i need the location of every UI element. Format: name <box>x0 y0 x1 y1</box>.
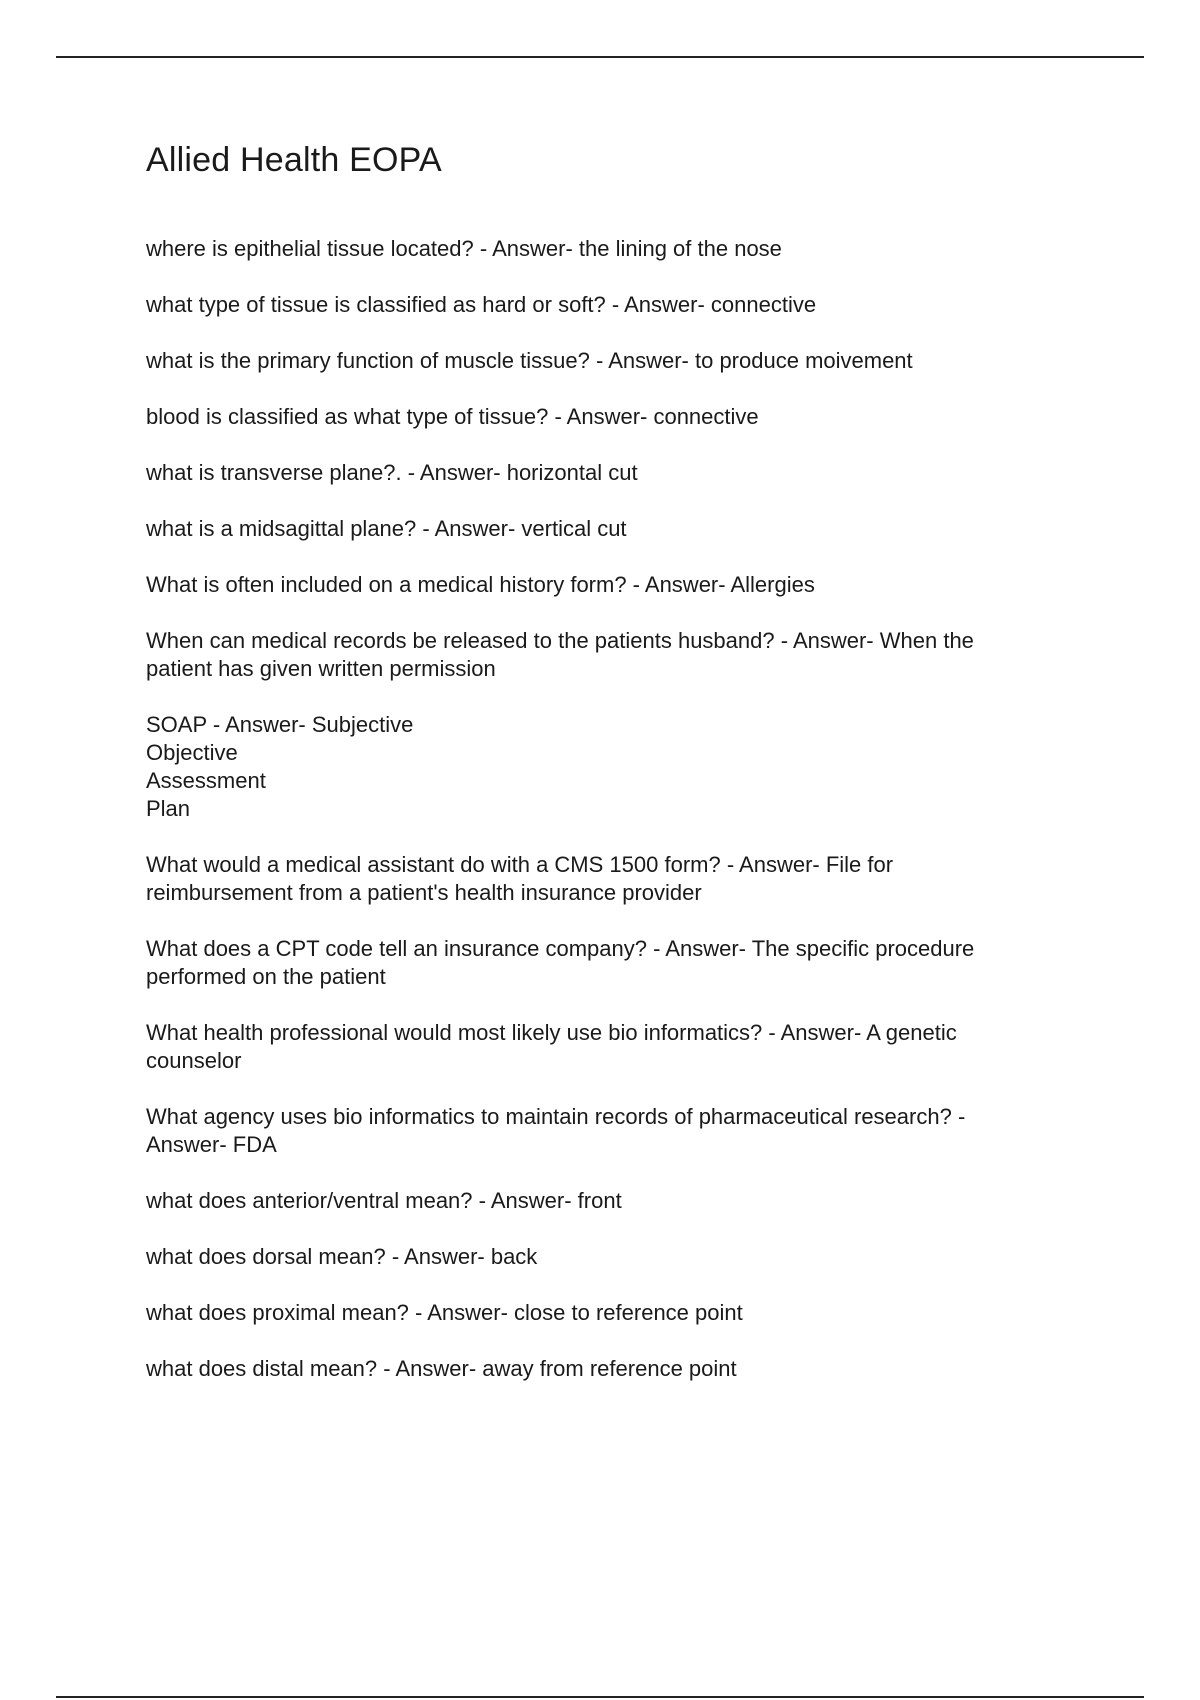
qa-item: what does proximal mean? - Answer- close to reference point <box>146 1300 743 1326</box>
qa-item: what is a midsagittal plane? - Answer- vertical cut <box>146 516 627 542</box>
footer-rule <box>56 1696 1144 1698</box>
qa-item: SOAP - Answer- Subjective Objective Assessment Plan <box>146 712 414 822</box>
qa-item: where is epithelial tissue located? - Answer- the lining of the nose <box>146 236 782 262</box>
qa-item: what type of tissue is classified as hard or soft? - Answer- connective <box>146 292 817 318</box>
qa-item: What health professional would most likely use bio informatics? - Answer- A genetic counselor <box>146 1020 957 1074</box>
qa-item: what is transverse plane?. - Answer- horizontal cut <box>146 460 638 486</box>
qa-item: what does anterior/ventral mean? - Answer- front <box>146 1188 622 1214</box>
qa-item: what does distal mean? - Answer- away from reference point <box>146 1356 737 1382</box>
qa-item: When can medical records be released to the patients husband? - Answer- When the patient has given written permission <box>146 628 974 682</box>
qa-list <box>146 235 1066 1383</box>
document-title: Allied Health EOPA <box>146 141 442 179</box>
qa-item: What does a CPT code tell an insurance company? - Answer- The specific procedure performed on the patient <box>146 936 975 990</box>
qa-item: What agency uses bio informatics to maintain records of pharmaceutical research? - Answer- FDA <box>146 1104 966 1158</box>
document-body <box>146 142 1066 1411</box>
qa-item: what is the primary function of muscle tissue? - Answer- to produce moivement <box>146 348 913 374</box>
header-rule <box>56 56 1144 58</box>
qa-item: blood is classified as what type of tissue? - Answer- connective <box>146 404 759 430</box>
qa-item: what does dorsal mean? - Answer- back <box>146 1244 538 1270</box>
qa-item: What would a medical assistant do with a CMS 1500 form? - Answer- File for reimbursement from a patient's health insurance provider <box>146 852 894 906</box>
qa-item: What is often included on a medical history form? - Answer- Allergies <box>146 572 815 598</box>
